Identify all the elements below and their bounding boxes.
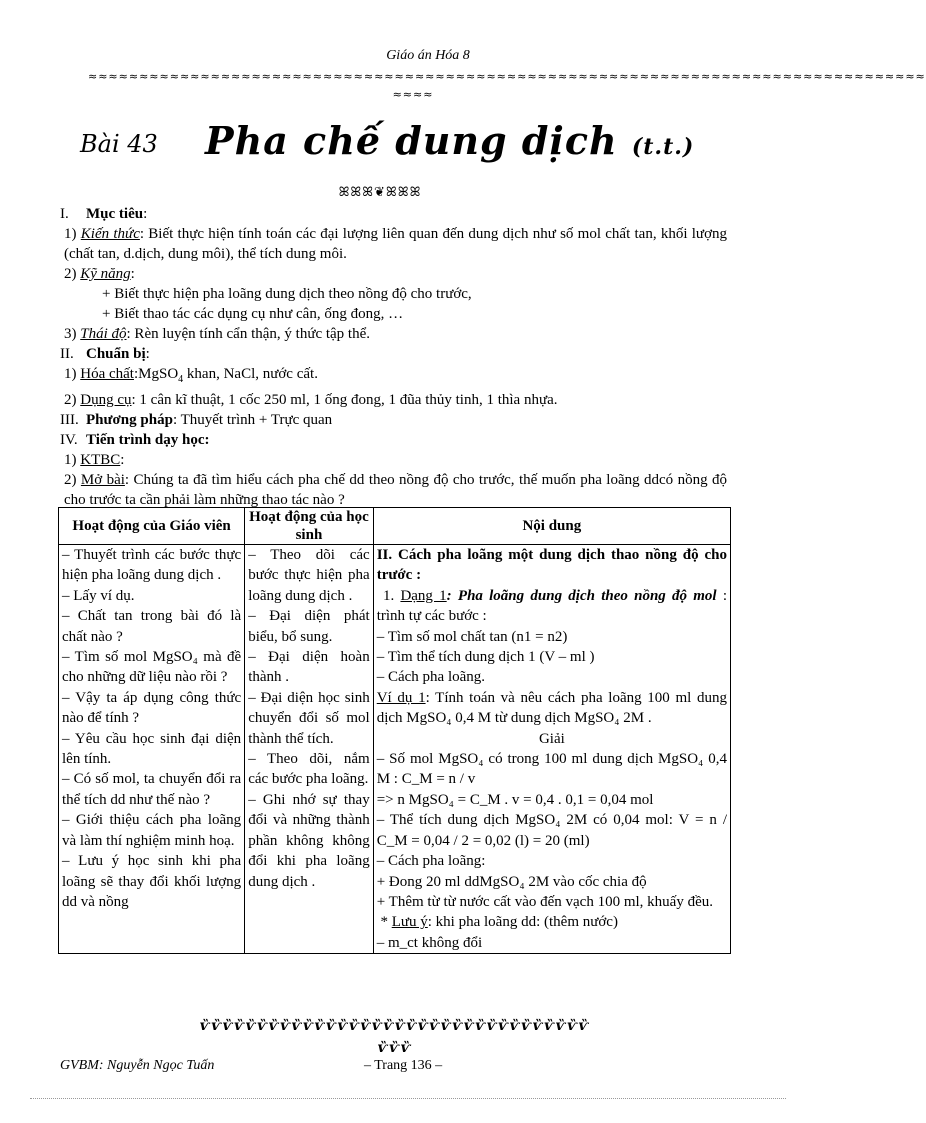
teacher-activity: – Lưu ý học sinh khi pha loãng sẽ thay đổi khối lượng dd và nồng — [62, 853, 242, 910]
type-rest: : trình tự các bước : — [376, 587, 727, 625]
content-section-title: II. Cách pha loãng một dung dịch thao nồng độ cho trước : — [376, 547, 727, 584]
content-column-header: Nội dung — [373, 508, 730, 545]
intro-text: : Chúng ta đã tìm hiểu cách pha chế dd theo nồng độ cho trước, thế muốn pha loãng ddcó nồng độ cho trước ta cần phải làm những thao tác nào ? — [64, 472, 727, 508]
lesson-title-suffix: (t.t.) — [631, 134, 695, 160]
attitude-number: 3) — [64, 326, 77, 342]
type-title: : Pha loãng dung dịch theo nồng độ mol — [446, 587, 717, 604]
footer-ornament: ѷѷѷѷѷѷѷѷѷѷѷѷѷѷѷѷѷѷѷѷѷѷѷѷѷѷѷѷѷѷѷѷѷѷ — [199, 1018, 590, 1034]
lesson-body — [60, 204, 727, 510]
content-example — [377, 688, 727, 729]
table-row — [59, 545, 731, 954]
table-header-row — [59, 508, 731, 545]
objectives-number: I. — [60, 206, 69, 222]
student-activity: – Đại diện phát biểu, bổ sung. — [248, 608, 370, 645]
knowledge-item — [60, 224, 727, 264]
skills-label: Kỹ năng — [80, 266, 131, 282]
lesson-ornament: ꕤꕤꕤ❦ꕤꕤꕤ — [338, 185, 422, 200]
header-ornament: ≈≈≈≈≈≈≈≈≈≈≈≈≈≈≈≈≈≈≈≈≈≈≈≈≈≈≈≈≈≈≈≈≈≈≈≈≈≈≈≈≈≈≈≈≈≈≈≈≈≈≈≈≈≈≈≈≈≈≈≈≈≈≈≈≈≈≈≈≈≈≈≈≈≈≈≈≈≈≈≈≈≈ — [88, 70, 926, 83]
chemicals-text: :MgSO — [133, 366, 179, 382]
type-label: Dạng 1 — [400, 587, 447, 604]
note-star: * — [380, 914, 388, 931]
preparation-heading: II. Chuẩn bị: — [60, 346, 150, 362]
student-activity: – Theo dõi các bước thực hiện pha loãng dung dịch . — [248, 547, 370, 604]
chemicals-text-end: khan, NaCl, nước cất. — [183, 366, 318, 382]
attitude-item — [60, 324, 727, 344]
lesson-title — [205, 118, 694, 163]
objectives-heading: I. Mục tiêu: — [60, 206, 148, 222]
intro-number: 2) — [64, 472, 77, 488]
check-item — [60, 450, 727, 470]
tools-number: 2) — [64, 392, 77, 408]
activity-table — [58, 507, 731, 954]
preparation-number: II. — [60, 346, 74, 362]
student-activities — [245, 545, 374, 954]
attitude-text: : Rèn luyện tính cẩn thận, ý thức tập thể. — [126, 326, 371, 342]
solution-line: + Thêm từ từ nước cất vào đến vạch 100 ml, khuấy đều. — [376, 893, 713, 910]
content-step: – Tìm thể tích dung dịch 1 (V – ml ) — [376, 649, 595, 666]
page-number: – Trang 136 – — [364, 1058, 443, 1073]
lesson-number: Bài 43 — [80, 130, 158, 158]
attitude-label: Thái độ — [80, 326, 127, 342]
intro-label: Mở bài — [80, 472, 125, 488]
teacher-activity: – Có số mol, ta chuyển đổi ra thể tích dd như thế nào ? — [62, 771, 242, 808]
lesson-title-text: Pha chế dung dịch — [205, 118, 618, 163]
teacher-activity: – Chất tan trong bài đó là chất nào ? — [62, 608, 242, 645]
skill-line: + Biết thao tác các dụng cụ như cân, ống đong, … — [102, 306, 404, 322]
preparation-title: Chuẩn bị — [86, 346, 146, 362]
example-label: Ví dụ 1 — [376, 689, 426, 706]
teacher-activity: – Tìm số mol MgSO₄ mà đề cho những dữ liệu nào rồi ? — [62, 649, 242, 686]
chemicals-subscript: 4 — [178, 374, 184, 385]
method-heading — [60, 410, 727, 430]
student-activity: – Theo dõi, nắm các bước pha loãng. — [248, 751, 370, 788]
solution-label: Giải — [538, 730, 565, 747]
student-activity: – Đại diện học sinh chuyển đổi số mol thành thể tích. — [248, 689, 370, 747]
method-number: III. — [60, 412, 79, 428]
note-label: Lưu ý — [391, 914, 428, 931]
teacher-activity: – Vậy ta áp dụng công thức nào để tính ? — [62, 689, 242, 727]
process-heading — [60, 430, 727, 450]
teacher-column-header: Hoạt động của Giáo viên — [59, 508, 245, 545]
tools-text: : 1 cân kĩ thuật, 1 cốc 250 ml, 1 ống đong, 1 đũa thủy tinh, 1 thìa nhựa. — [131, 392, 558, 408]
footer-author: GVBM: Nguyễn Ngọc Tuấn — [60, 1058, 215, 1073]
teacher-activity: – Giới thiệu cách pha loãng và làm thí nghiệm minh hoạ. — [62, 812, 242, 849]
tools-label: Dụng cụ — [80, 392, 132, 408]
solution-line: => n MgSO₄ = C_M . v = 0,4 . 0,1 = 0,04 mol — [376, 791, 654, 808]
objectives-title: Mục tiêu — [86, 206, 144, 222]
note-line — [377, 912, 727, 932]
method-title: Phương pháp — [86, 412, 173, 428]
solution-line: – Thể tích dung dịch MgSO₄ 2M có 0,04 mol: V = n / C_M = 0,04 / 2 = 0,02 (l) = 20 (ml) — [376, 812, 727, 849]
process-title: Tiến trình dạy học: — [86, 432, 210, 448]
header-title: Giáo án Hóa 8 — [386, 48, 470, 63]
skills-item: 2) Kỹ năng: — [64, 266, 135, 282]
teacher-activities — [59, 545, 245, 954]
chemicals-label: Hóa chất — [80, 366, 134, 382]
header-ornament-tail: ≈≈≈≈ — [392, 88, 434, 101]
intro-item — [60, 470, 727, 510]
solution-line: + Đong 20 ml ddMgSO₄ 2M vào cốc chia độ — [376, 873, 647, 890]
type-number: 1. — [382, 587, 395, 604]
process-number: IV. — [60, 432, 78, 448]
lesson-content — [373, 545, 730, 954]
footer-ornament-tail: ѷѷѷ — [377, 1040, 412, 1056]
student-column-header: Hoạt động của học sinh — [245, 508, 374, 545]
footer-divider — [30, 1098, 786, 1099]
check-text: : — [120, 452, 125, 468]
skill-line: + Biết thực hiện pha loãng dung dịch theo nồng độ cho trước, — [102, 286, 472, 302]
teacher-activity: – Thuyết trình các bước thực hiện pha loãng dung dịch . — [62, 547, 242, 584]
solution-line: – Cách pha loãng: — [376, 853, 486, 870]
example-text: : Tính toán và nêu cách pha loãng 100 ml dung dịch MgSO₄ 0,4 M từ dung dịch MgSO₄ 2M . — [376, 689, 727, 727]
lesson-heading — [80, 118, 760, 178]
skills-number: 2) — [64, 266, 77, 282]
student-activity: – Đại diện hoàn thành . — [248, 649, 370, 686]
chemicals-number: 1) — [64, 366, 77, 382]
content-type — [377, 586, 727, 627]
method-text: : Thuyết trình + Trực quan — [172, 412, 333, 428]
teacher-activity: – Lấy ví dụ. — [62, 587, 135, 604]
note-item: – m_ct không đổi — [376, 934, 483, 951]
student-activity: – Ghi nhớ sự thay đổi và những thành phần không không đổi khi pha loãng dung dịch . — [248, 791, 370, 890]
content-step: – Cách pha loãng. — [376, 669, 486, 686]
teacher-activity: – Yêu cầu học sinh đại diện lên tính. — [62, 730, 242, 768]
check-label: KTBC — [80, 452, 121, 468]
check-number: 1) — [64, 452, 77, 468]
solution-line: – Số mol MgSO₄ có trong 100 ml dung dịch MgSO₄ 0,4 M : C_M = n / v — [376, 751, 727, 788]
tools-item — [60, 390, 727, 410]
knowledge-text: : Biết thực hiện tính toán các đại lượng liên quan đến dung dịch như số mol chất tan, khối lượng (chất tan, d.dịch, dung môi), thể tích dung môi. — [64, 226, 727, 262]
content-step: – Tìm số mol chất tan (n1 = n2) — [376, 628, 568, 645]
note-text: : khi pha loãng dd: (thêm nước) — [427, 914, 618, 931]
knowledge-number: 1) — [64, 226, 77, 242]
knowledge-label: Kiến thức — [80, 226, 140, 242]
chemicals-item — [60, 364, 727, 390]
